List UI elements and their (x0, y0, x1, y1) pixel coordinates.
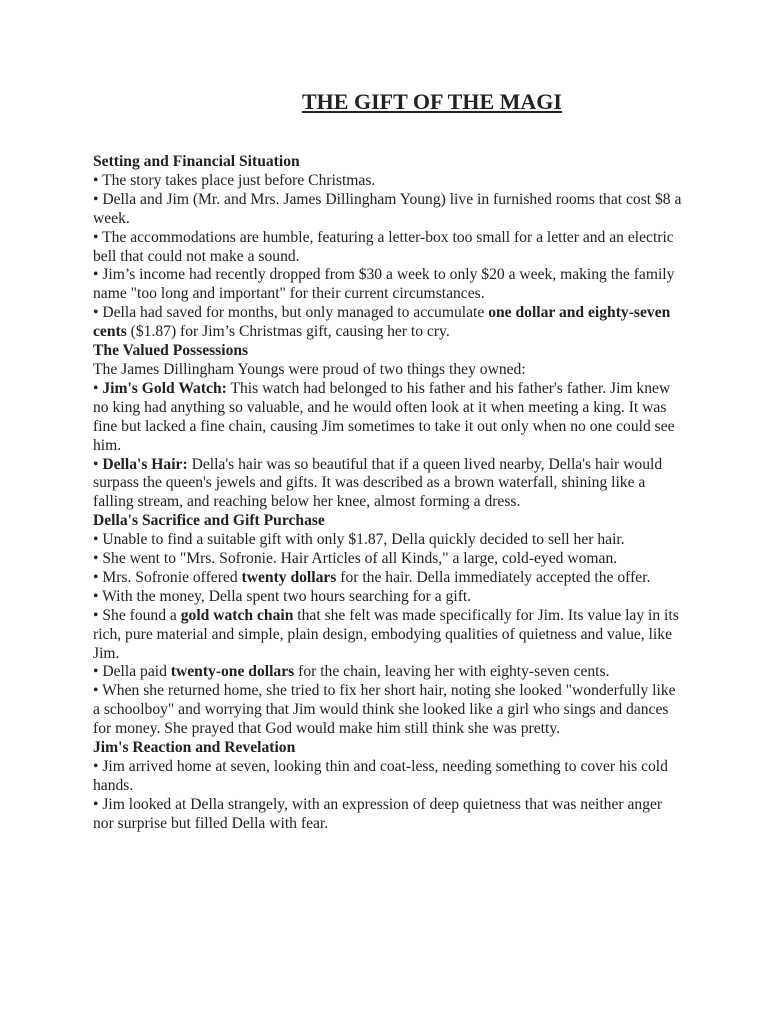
body-paragraph (93, 663, 683, 682)
text-run: ($1.87) for Jim’s Christmas gift, causing her to cry. (126, 323, 450, 341)
text-run: • When she returned home, she tried to fix her short hair, noting she looked "wonderfully like a schoolboy" and worrying that Jim would think she looked like a girl who sings and dances for money. She prayed that God would make him still think she was pretty. (93, 682, 676, 738)
body-paragraph (93, 304, 683, 342)
body-paragraph (93, 361, 683, 380)
text-run: • Unable to find a suitable gift with only $1.87, Della quickly decided to sell her hair. (93, 531, 625, 549)
text-run: • She went to "Mrs. Sofronie. Hair Articles of all Kinds," a large, cold-eyed woman. (93, 550, 618, 568)
text-run: • Jim arrived home at seven, looking thin and coat-less, needing something to cover his cold hands. (93, 758, 668, 794)
text-run: • Jim looked at Della strangely, with an expression of deep quietness that was neither anger nor surprise but filled Della with fear. (93, 795, 663, 832)
bold-text: one dollar and eighty-seven cents (93, 304, 671, 341)
text-run: for the hair. Della immediately accepted the offer. (336, 568, 651, 586)
text-run: • Della and Jim (Mr. and Mrs. James Dillingham Young) live in furnished rooms that cost $8 a week. (93, 190, 682, 227)
body-paragraph (93, 796, 683, 834)
body-paragraph (93, 607, 683, 664)
text-run: • Jim’s income had recently dropped from $30 a week to only $20 a week, making the family name "too long and important" for their current circumstances. (93, 266, 675, 303)
section-heading: Jim's Reaction and Revelation (93, 739, 296, 757)
bold-text: Jim's Gold Watch: (102, 379, 227, 397)
text-run: • Della had saved for months, but only managed to accumulate (93, 304, 489, 322)
body-paragraph (93, 229, 683, 267)
text-run: • Mrs. Sofronie offered (93, 568, 242, 586)
text-run: • (93, 455, 103, 473)
text-run: • Della paid (93, 663, 171, 681)
text-run: • The story takes place just before Christmas. (93, 171, 376, 189)
text-run: for the chain, leaving her with eighty-seven cents. (294, 663, 610, 681)
body-paragraph (93, 588, 683, 607)
text-run: • With the money, Della spent two hours searching for a gift. (93, 587, 472, 605)
text-run: This watch had belonged to his father and his father's father. Jim knew no king had anything so valuable, and he would often look at it when meeting a king. It was fine but lacked a fine chain, causing Jim sometimes to take it out only when no one could see him. (93, 379, 675, 454)
body-paragraph (93, 380, 683, 456)
body-paragraph (93, 191, 683, 229)
body-paragraph (93, 569, 683, 588)
body-paragraph (93, 550, 683, 569)
body-paragraph (93, 682, 683, 739)
text-run: that she felt was made specifically for Jim. Its value lay in its rich, pure material and simple, plain design, embodying qualities of quietness and value, like Jim. (93, 606, 679, 662)
bold-text: Della's Hair: (102, 455, 188, 473)
document-body (93, 153, 683, 834)
section-heading: The Valued Possessions (93, 342, 249, 360)
bold-text: gold watch chain (180, 606, 294, 624)
bold-text: twenty dollars (241, 568, 337, 586)
section-heading: Della's Sacrifice and Gift Purchase (93, 512, 325, 530)
section-heading: Setting and Financial Situation (93, 153, 300, 170)
body-paragraph (93, 758, 683, 796)
body-paragraph (93, 172, 683, 191)
body-paragraph (93, 266, 683, 304)
text-run: • The accommodations are humble, featuring a letter-box too small for a letter and an electric bell that could not make a sound. (93, 228, 674, 265)
text-run: The James Dillingham Youngs were proud of two things they owned: (93, 360, 526, 378)
body-paragraph (93, 456, 683, 513)
text-run: • (93, 379, 103, 397)
text-run: Della's hair was so beautiful that if a queen lived nearby, Della's hair would surpass the queen's jewels and gifts. It was described as a brown waterfall, shining like a falling stream, and reaching below her knee, almost forming a dress. (93, 455, 663, 511)
text-run: • She found a (93, 606, 181, 624)
document-title: THE GIFT OF THE MAGI (302, 89, 562, 114)
bold-text: twenty-one dollars (170, 663, 295, 681)
body-paragraph (93, 531, 683, 550)
